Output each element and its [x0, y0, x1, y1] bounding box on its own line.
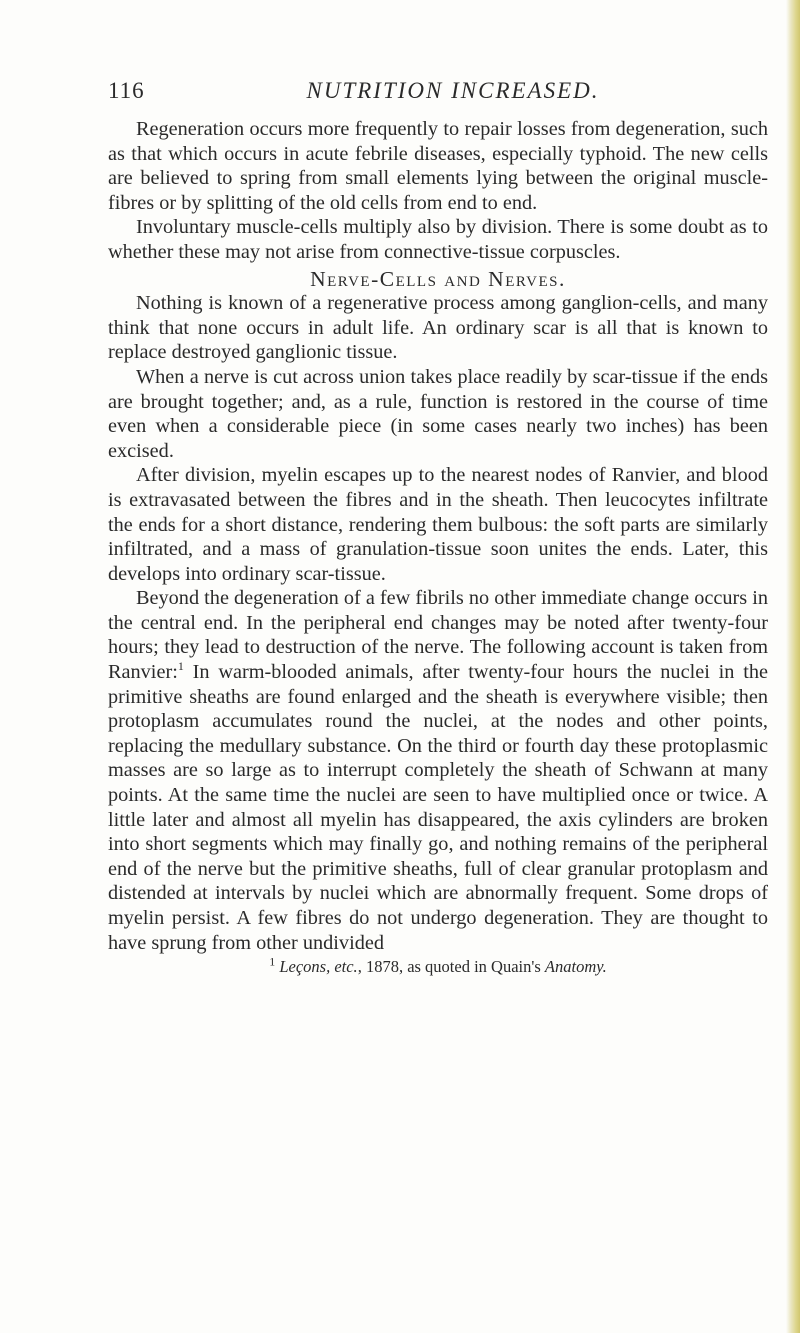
footnote — [108, 954, 768, 977]
paragraph-degeneration — [108, 586, 768, 955]
footnote-reference: 1 — [177, 659, 184, 674]
paragraph-degeneration-part1: Beyond the degeneration of a few fibrils no other immediate change occurs in the central end. In the peripheral end changes may be noted after twenty-four hours; they lead to destruction of the nerve. The following account is taken from Ranvier: — [108, 587, 768, 684]
paragraph-involuntary-muscle: Involuntary muscle-cells multiply also by division. There is some doubt as to whether these may not arise from connective-tissue corpuscles. — [108, 216, 768, 263]
paragraph-regeneration: Regeneration occurs more frequently to repair losses from degeneration, such as that which occurs in acute febrile diseases, especially typhoid. The new cells are believed to spring from small elements lying between the original muscle-fibres or by splitting of the old cells from end to end. — [108, 118, 768, 214]
section-heading: Nerve-Cells and Nerves. — [310, 266, 566, 291]
paragraph-after-division: After division, myelin escapes up to the nearest nodes of Ranvier, and blood is extravasated between the fibres and in the sheath. Then leucocytes infiltrate the ends for a short distance, rendering them bulbous: the soft parts are similarly infiltrated, and a mass of granulation-tissue soon unites the ends. Later, this develops into ordinary scar-tissue. — [108, 464, 768, 585]
footnote-mark: 1 — [269, 954, 276, 969]
page-edge-stain — [786, 0, 800, 1333]
running-title: NUTRITION INCREASED. — [306, 78, 600, 103]
page-number: 116 — [108, 78, 145, 103]
body-text — [108, 117, 768, 977]
paragraph-degeneration-part2: In warm-blooded animals, after twenty-four hours the nuclei in the primitive sheaths are found enlarged and the sheath is everywhere visible; then protoplasm accumulates round the nuclei, at the nodes and other points, replacing the medullary substance. On the third or fourth day these protoplasmic masses are so large as to interrupt completely the sheath of Schwann at many points. At the same time the nuclei are seen to have multiplied once or twice. A little later and almost all myelin has disappeared, the axis cylinders are broken into short segments which may finally go, and nothing remains of the peripheral end of the nerve but the primitive sheaths, full of clear granular protoplasm and distended at intervals by nuclei which are abnormally frequent. Some drops of myelin persist. A few fibres do not undergo degeneration. They are thought to have sprung from other undivided — [108, 661, 768, 954]
footnote-source: Anatomy. — [544, 957, 607, 977]
paragraph-ganglion-cells: Nothing is known of a regenerative process among ganglion-cells, and many think that none occurs in adult life. An ordinary scar is all that is known to replace destroyed ganglionic tissue. — [108, 292, 768, 364]
footnote-title: Leçons, etc. — [279, 957, 358, 977]
page-header — [108, 78, 768, 110]
footnote-text: , 1878, as quoted in Quain's — [357, 957, 545, 977]
paragraph-nerve-cut: When a nerve is cut across union takes place readily by scar-tissue if the ends are brought together; and, as a rule, function is restored in the course of time even when a considerable piece (in some cases nearly two inches) has been excised. — [108, 365, 768, 462]
